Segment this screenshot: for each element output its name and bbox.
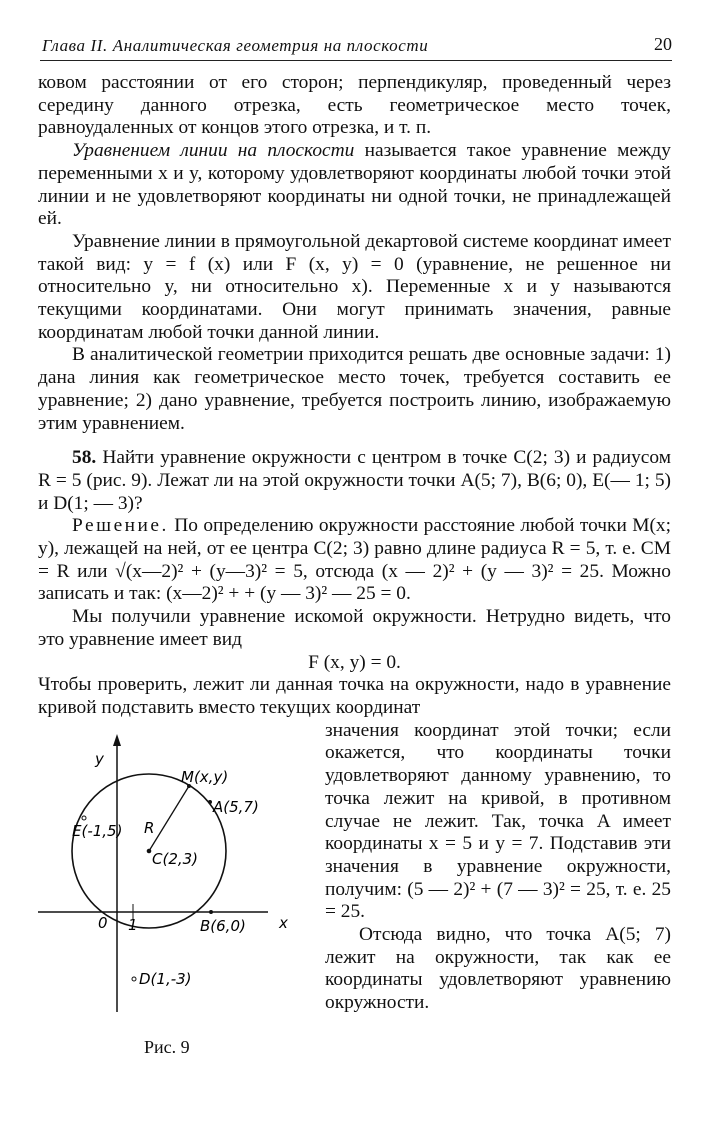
center-point [147,848,152,853]
d-label: D(1,-3) [139,969,192,988]
x-axis-label: x [279,913,288,932]
point-a [208,800,212,804]
defined-term: Уравнением линии на плоскости [72,140,355,162]
body-text [38,72,671,1060]
chapter-title: Глава II. Аналитическая геометрия на плоскости [42,36,429,55]
paragraph-2 [38,140,671,231]
equation-general: F (x, y) = 0. [308,651,401,673]
page-number: 20 [654,34,672,54]
paragraph-9: Отсюда видно, что точка A(5; 7) лежит на окружности, так как ее координаты удовлетворяют уравнению окружности. [325,924,671,1014]
paragraph-2-rest: называется такое уравнение между переменными x и y, которому удовлетворяют координаты любой точки этой линии и не удовлетворяют координаты ни одной точки, не принадлежащей ей. [38,140,671,230]
m-label: M(x,y) [181,767,229,786]
origin-label: 0 [98,913,108,932]
point-b [209,910,213,914]
figure-9 [38,720,325,1060]
unit-label: 1 [128,915,138,934]
y-axis-arrow [113,734,121,746]
paragraph-4: В аналитической геометрии приходится решать две основные задачи: 1) дана линия как геометрическое место точек, требуется составить ее уравнение; 2) дано уравнение, требуется построить линию, изображаемую этим уравнением. [38,344,671,434]
solution [38,515,671,606]
a-label: A(5,7) [213,797,259,816]
radius-line [149,786,189,851]
paragraph-1: ковом расстоянии от его сторон; перпендикуляр, проведенный через середину данного отрезка, есть геометрическое место точек, равноудаленных от концов этого отрезка, и т. п. [38,72,671,139]
circle-diagram [38,720,325,1020]
paragraph-8-side: значения координат этой точки; если окажется, что координаты точки удовлетворяют данному уравнению, то точка лежит на кривой, в противном случае не лежит. Так, точка A имеет координаты x = 5 и y = 7. Подставив эти значения в уравнение окружности, получим: (5 — 2)² + (7 — 3)² = 25, т. е. 25 = 25. [325,719,671,923]
e-label: E(-1,5) [72,821,123,840]
paragraph-8-head: Чтобы проверить, лежит ли данная точка на окружности, надо в уравнение кривой подставить вместо текущих координат [38,674,671,718]
paragraph-7: Мы получили уравнение искомой окружности. Нетрудно видеть, что это уравнение имеет вид [38,606,671,650]
problem-statement: Найти уравнение окружности с центром в точке C(2; 3) и радиусом R = 5 (рис. 9). Лежат ли на этой окружности точки A(5; 7), B(6; 0), E(— 1; 5) и D(1; — 3)? [38,447,671,514]
y-axis-label: y [95,749,104,768]
b-label: B(6,0) [200,916,246,935]
solution-label: Решение. [72,515,169,537]
figure-caption: Рис. 9 [144,1036,190,1057]
problem-number: 58. [72,447,97,469]
radius-label: R [144,818,155,837]
running-head [40,30,672,61]
problem-58 [38,447,671,515]
solution-text: По определению окружности расстояние любой точки M(x; y), лежащей на ней, от ее центра C(2; 3) равно длине радиуса R = 5, т. е. CM = R или √(x—2)² + (y—3)² = 5, отсюда (x — 2)² + (y — 3)² = 25. Можно записать и так: (x—2)² + + (y — 3)² — 25 = 0. [38,515,671,605]
paragraph-3: Уравнение линии в прямоугольной декартовой системе координат имеет такой вид: y = f (x) или F (x, y) = 0 (уравнение, не решенное ни относительно y, ни относительно x). Переменные x и y называются текущими координатами. Они могут принимать значения, равные координатам любой точки данной линии. [38,230,671,343]
point-e [82,816,86,820]
point-d [132,977,136,981]
c-label: C(2,3) [152,849,199,868]
